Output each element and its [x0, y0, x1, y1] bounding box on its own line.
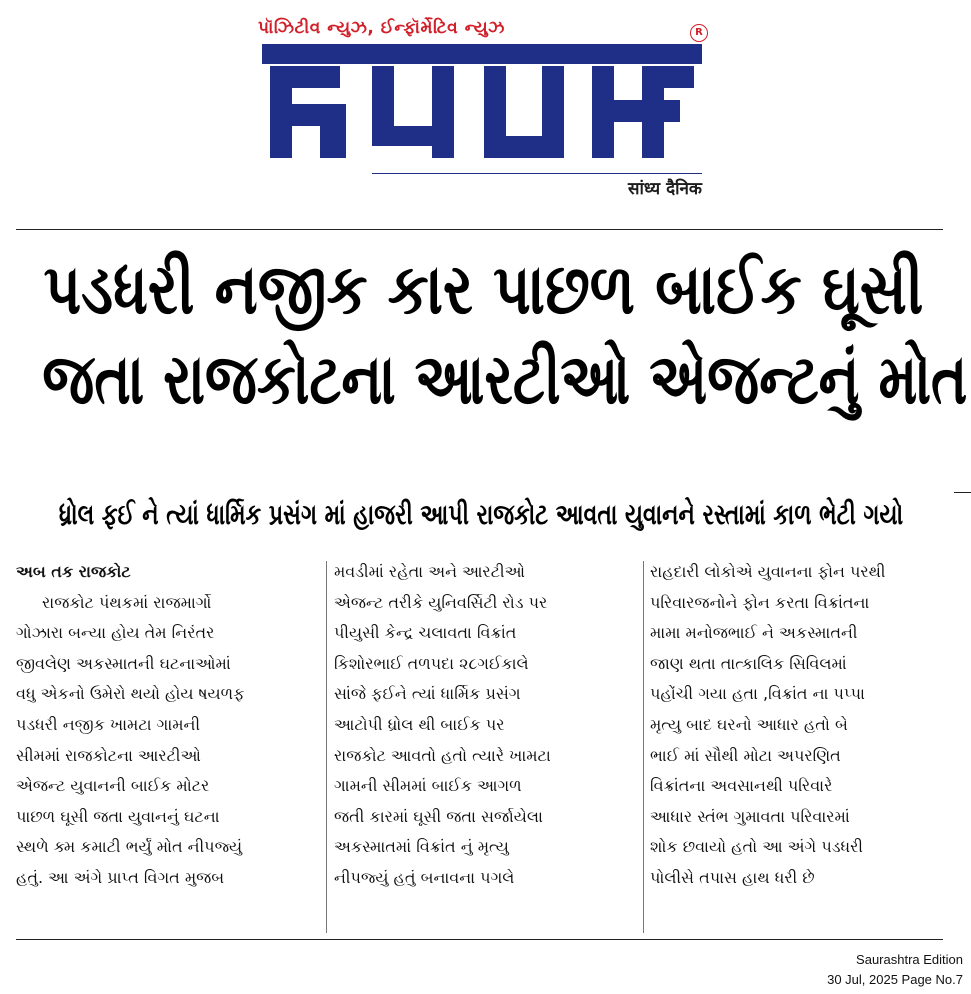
column-line: મૃત્યુ બાદ ઘરનો આધાર હતો બે	[650, 714, 848, 734]
column-line: ગોઝારા બન્યા હોય તેમ નિરંતર	[16, 623, 215, 643]
column-line: સાંજે ફઈને ત્યાં ધાર્મિક પ્રસંગ	[334, 684, 521, 704]
column-line: હતું. આ અંગે પ્રાપ્ત વિગત મુજબ	[16, 867, 225, 887]
column-line: પીયુસી કેન્દ્ર ચલાવતા વિક્રાંત	[334, 623, 517, 643]
headline	[16, 248, 968, 420]
column-line: જતી કારમાં ઘૂસી જતા સર્જાયેલા	[334, 806, 543, 826]
edition-name: Saurashtra Edition	[856, 952, 963, 967]
column-line: મામા મનોજભાઈ ને અકસ્માતની	[650, 623, 858, 643]
column-line: આધાર સ્તંભ ગુમાવતા પરિવારમાં	[650, 806, 850, 826]
byline: અબ તક રાજકોટ	[16, 562, 131, 581]
column-line: વધુ એકનો ઉમેરો થયો હોય ષયળફ	[16, 684, 245, 704]
column-line: ભાઈ માં સૌથી મોટા અપરણિત	[650, 745, 841, 765]
column-line: જાણ થતા તાત્કાલિક સિવિલમાં	[650, 653, 847, 673]
column-line: રાજકોટ પંથકમાં રાજમાર્ગો	[42, 592, 212, 612]
column-line: ગામની સીમમાં બાઈક આગળ	[334, 776, 522, 796]
column-line: કિશોરભાઈ તળપદા ૨૮ગઈકાલે	[334, 653, 529, 673]
column-line: મવડીમાં રહેતા અને આરટીઓ	[334, 562, 525, 581]
column-line: પડધરી નજીક ખામટા ગામની	[16, 714, 201, 734]
masthead-subtitle: सांध्य दैनिक	[628, 179, 702, 199]
logo-glyphs	[262, 44, 702, 158]
column-line: સીમમાં રાજકોટના આરટીઓ	[16, 745, 201, 765]
headline-line-2: જતા રાજકોટના આરટીઓ એજન્ટનું મોત	[42, 338, 968, 420]
article-column-3	[650, 557, 944, 894]
column-line: જીવલેણ અકસ્માતની ઘટનાઓમાં	[16, 653, 231, 673]
column-line: રાહદારી લોકોએ યુવાનના ફોન પરથી	[650, 562, 886, 581]
column-line: પહોંચી ગયા હતા ,વિક્રાંત ના પપ્પા	[650, 684, 865, 704]
column-line: એજન્ટ યુવાનની બાઈક મોટર	[16, 776, 210, 796]
edition-date-page: 30 Jul, 2025 Page No.7	[827, 972, 963, 987]
edition-info	[743, 950, 963, 990]
column-line: આટોપી ધ્રોલ થી બાઈક પર	[334, 714, 505, 734]
masthead-rule	[372, 173, 702, 174]
column-line: શોક છવાયો હતો આ અંગે પડધરી	[650, 837, 863, 857]
column-line: પરિવારજનોને ફોન કરતા વિક્રાંતના	[650, 592, 870, 612]
column-line: વિક્રાંતના અવસાનથી પરિવારે	[650, 776, 833, 796]
column-divider	[643, 561, 644, 933]
header-divider	[16, 229, 943, 230]
masthead-tagline: પૉઝિટીવ ન્યુઝ, ઈન્ફૉર્મેટિવ ન્યુઝ	[258, 18, 505, 38]
margin-dash	[954, 492, 971, 493]
column-line: પાછળ ઘૂસી જતા યુવાનનું ઘટના	[16, 806, 220, 826]
article-column-2	[334, 557, 638, 894]
newspaper-logo	[262, 36, 702, 166]
subheadline: ધ્રોલ ફઈ ને ત્યાં ધાર્મિક પ્રસંગ માં હાજરી આપી રાજકોટ આવતા યુવાનને રસ્તામાં કાળ ભેટી ગયો	[58, 499, 904, 532]
article-body	[16, 557, 943, 937]
footer-divider	[16, 939, 943, 940]
column-line: અકસ્માતમાં વિક્રાંત નું મૃત્યુ	[334, 837, 509, 857]
column-line: રાજકોટ આવતો હતો ત્યારે ખામટા	[334, 745, 551, 765]
headline-line-1: પડધરી નજીક કાર પાછળ બાઈક ઘૂસી	[43, 248, 924, 330]
registered-mark: R	[690, 24, 708, 42]
column-divider	[326, 561, 327, 933]
article-column-1	[16, 557, 316, 894]
column-line: પોલીસે તપાસ હાથ ધરી છે	[650, 867, 815, 887]
column-line: નીપજ્યું હતું બનાવના પગલે	[334, 867, 515, 887]
column-line: એજન્ટ તરીકે યુનિવર્સિટી રોડ પર	[334, 592, 548, 612]
column-line: સ્થળે ક્મ કમાટી ભર્યું મોત નીપજ્યું	[16, 837, 243, 857]
